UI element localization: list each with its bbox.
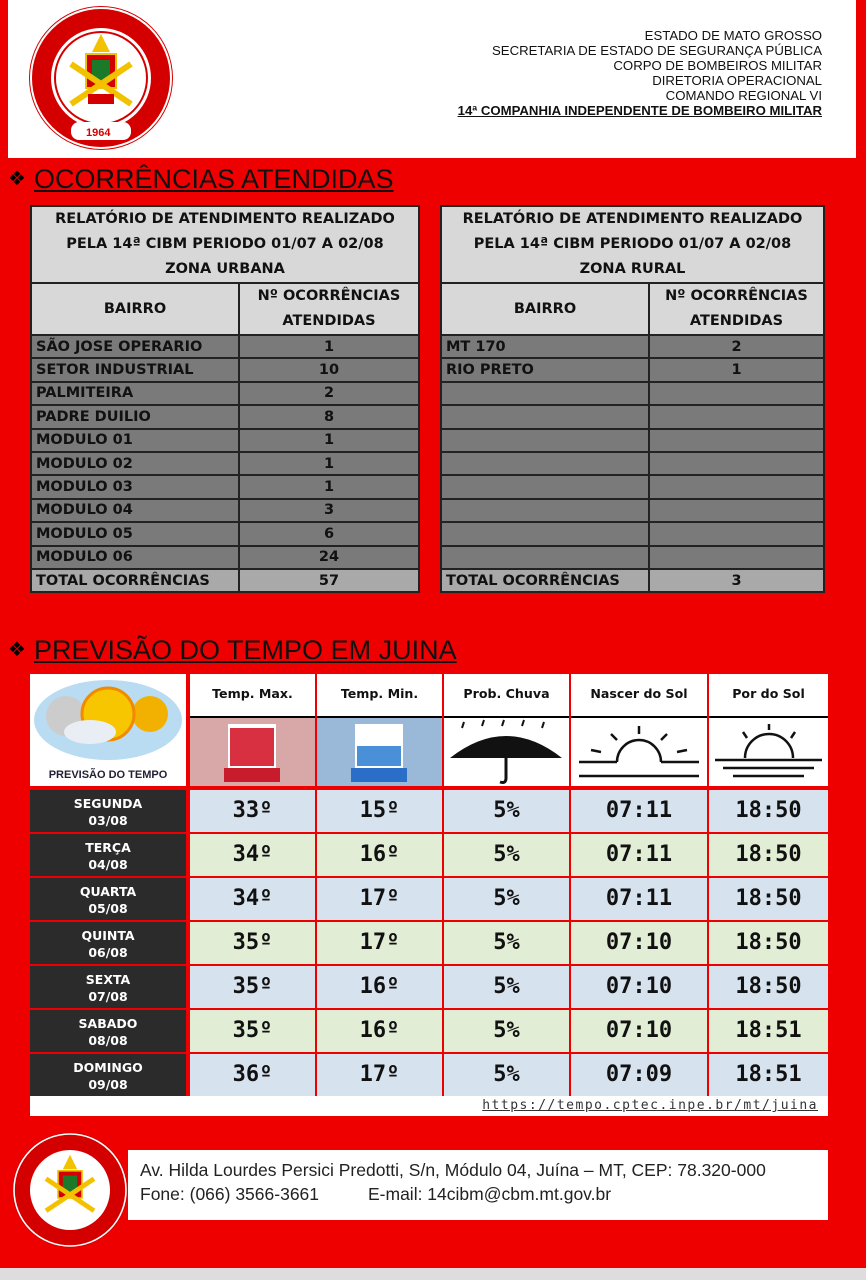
occurrence-count — [649, 452, 824, 475]
day-date: 05/08 — [88, 901, 128, 916]
day-date: 03/08 — [88, 813, 128, 828]
forecast-min-value: 17º — [317, 922, 442, 964]
rural-row — [441, 429, 824, 452]
header-line-2: SECRETARIA DE ESTADO DE SEGURANÇA PÚBLICA — [491, 43, 822, 58]
rural-row — [441, 475, 824, 498]
footer-email: E-mail: 14cibm@cbm.mt.gov.br — [368, 1184, 612, 1204]
urban-row — [31, 405, 419, 428]
occurrence-count: 1 — [649, 358, 824, 381]
occurrence-count: 6 — [239, 522, 419, 545]
forecast-sunrise-value: 07:11 — [571, 790, 707, 832]
forecast-rain-value: 5% — [444, 878, 569, 920]
forecast-sunrise-value: 07:11 — [571, 834, 707, 876]
forecast-sunrise-value: 07:10 — [571, 922, 707, 964]
forecast-rain-value: 5% — [444, 966, 569, 1008]
day-date: 06/08 — [88, 945, 128, 960]
neighborhood-name — [441, 429, 649, 452]
rural-row — [441, 405, 824, 428]
neighborhood-name: PADRE DUILIO — [31, 405, 239, 428]
header-company: 14ª COMPANHIA INDEPENDENTE DE BOMBEIRO MILITAR — [457, 103, 822, 118]
forecast-min-value: 15º — [317, 790, 442, 832]
neighborhood-name: MODULO 01 — [31, 429, 239, 452]
occurrence-count: 3 — [239, 499, 419, 522]
neighborhood-name: MODULO 03 — [31, 475, 239, 498]
neighborhood-name: MODULO 06 — [31, 546, 239, 569]
urban-total-label: TOTAL OCORRÊNCIAS — [31, 569, 239, 592]
sunset-icon — [709, 718, 828, 786]
day-date: 08/08 — [88, 1033, 128, 1048]
forecast-day-label — [30, 922, 186, 964]
rural-row — [441, 522, 824, 545]
occurrence-count — [649, 382, 824, 405]
urban-col-neighborhood: BAIRRO — [31, 283, 239, 335]
footer-address: Av. Hilda Lourdes Persici Predotti, S/n, Módulo 04, Juína – MT, CEP: 78.320-000 — [140, 1160, 766, 1180]
day-name: QUINTA — [81, 928, 135, 943]
urban-row — [31, 382, 419, 405]
rural-total-label: TOTAL OCORRÊNCIAS — [441, 569, 649, 592]
forecast-rain-value: 5% — [444, 922, 569, 964]
urban-row — [31, 335, 419, 358]
occurrence-count: 8 — [239, 405, 419, 428]
urban-col-count: Nº OCORRÊNCIAS ATENDIDAS — [239, 283, 419, 335]
forecast-day-label — [30, 878, 186, 920]
rural-col-neighborhood: BAIRRO — [441, 283, 649, 335]
neighborhood-name: SÃO JOSE OPERARIO — [31, 335, 239, 358]
forecast-sunset-value: 18:50 — [709, 834, 828, 876]
forecast-min-value: 17º — [317, 1054, 442, 1096]
rural-occurrences-table — [440, 205, 825, 593]
forecast-min-value: 16º — [317, 966, 442, 1008]
sunrise-icon — [571, 718, 707, 786]
urban-row — [31, 358, 419, 381]
forecast-max-value: 35º — [190, 966, 315, 1008]
urban-row — [31, 429, 419, 452]
day-date: 07/08 — [88, 989, 128, 1004]
forecast-col-header: Nascer do Sol — [571, 674, 707, 718]
emblem-year: 1964 — [86, 127, 111, 139]
forecast-sunset-value: 18:50 — [709, 790, 828, 832]
occurrence-count: 10 — [239, 358, 419, 381]
forecast-rain-value: 5% — [444, 834, 569, 876]
occurrence-count — [649, 475, 824, 498]
forecast-day-label — [30, 834, 186, 876]
rural-row — [441, 499, 824, 522]
urban-row — [31, 475, 419, 498]
fire-brigade-emblem-footer-icon — [10, 1130, 130, 1250]
neighborhood-name: RIO PRETO — [441, 358, 649, 381]
urban-row — [31, 452, 419, 475]
occurrence-count: 1 — [239, 335, 419, 358]
forecast-col-header: Temp. Min. — [317, 674, 442, 718]
occurrence-count — [649, 522, 824, 545]
day-name: SEXTA — [85, 972, 131, 987]
urban-total-value: 57 — [239, 569, 419, 592]
forecast-min-value: 16º — [317, 834, 442, 876]
forecast-sunset-value: 18:51 — [709, 1054, 828, 1096]
forecast-rain-value: 5% — [444, 1010, 569, 1052]
occurrence-count: 24 — [239, 546, 419, 569]
urban-table-title: RELATÓRIO DE ATENDIMENTO REALIZADO PELA 14ª CIBM PERIODO 01/07 A 02/08 ZONA URBANA — [31, 206, 419, 283]
rural-row — [441, 335, 824, 358]
forecast-sunrise-value: 07:09 — [571, 1054, 707, 1096]
thermometer-hot-icon — [190, 718, 315, 786]
header-line-1: ESTADO DE MATO GROSSO — [644, 28, 822, 43]
forecast-icon-caption: PREVISÃO DO TEMPO — [48, 769, 168, 781]
forecast-col-header: Temp. Max. — [190, 674, 315, 718]
neighborhood-name: SETOR INDUSTRIAL — [31, 358, 239, 381]
forecast-day-label — [30, 1054, 186, 1096]
rural-row — [441, 452, 824, 475]
header-line-4: DIRETORIA OPERACIONAL — [652, 73, 822, 88]
neighborhood-name — [441, 499, 649, 522]
forecast-sunset-value: 18:50 — [709, 878, 828, 920]
forecast-max-value: 35º — [190, 1010, 315, 1052]
forecast-sunset-value: 18:50 — [709, 966, 828, 1008]
forecast-day-label — [30, 790, 186, 832]
forecast-col-header: Prob. Chuva — [444, 674, 569, 718]
diamond-bullet-icon: ❖ — [8, 168, 26, 190]
rural-col-count: Nº OCORRÊNCIAS ATENDIDAS — [649, 283, 824, 335]
urban-row — [31, 522, 419, 545]
occurrence-count: 1 — [239, 475, 419, 498]
forecast-max-value: 33º — [190, 790, 315, 832]
day-name: DOMINGO — [73, 1060, 143, 1075]
neighborhood-name: MODULO 02 — [31, 452, 239, 475]
occurrence-count: 1 — [239, 452, 419, 475]
day-name: SEGUNDA — [73, 796, 143, 811]
occurrence-count — [649, 499, 824, 522]
thermometer-cold-icon — [317, 718, 442, 786]
forecast-rain-value: 5% — [444, 1054, 569, 1096]
rural-total-value: 3 — [649, 569, 824, 592]
footer-phone: Fone: (066) 3566-3661 — [140, 1184, 320, 1204]
section-title-forecast: ❖ PREVISÃO DO TEMPO EM JUINA — [8, 635, 457, 665]
header-line-5: COMANDO REGIONAL VI — [665, 88, 822, 103]
neighborhood-name: MT 170 — [441, 335, 649, 358]
source-link[interactable]: https://tempo.cptec.inpe.br/mt/juina — [30, 1096, 828, 1116]
rural-row — [441, 358, 824, 381]
forecast-icon-cell — [30, 674, 186, 786]
forecast-max-value: 35º — [190, 922, 315, 964]
forecast-max-value: 36º — [190, 1054, 315, 1096]
forecast-day-label — [30, 1010, 186, 1052]
rural-row — [441, 546, 824, 569]
rural-row — [441, 382, 824, 405]
forecast-sunset-value: 18:50 — [709, 922, 828, 964]
occurrence-count: 1 — [239, 429, 419, 452]
day-name: TERÇA — [85, 840, 131, 855]
neighborhood-name — [441, 546, 649, 569]
neighborhood-name — [441, 452, 649, 475]
forecast-sunset-value: 18:51 — [709, 1010, 828, 1052]
neighborhood-name — [441, 382, 649, 405]
neighborhood-name — [441, 405, 649, 428]
forecast-sunrise-value: 07:11 — [571, 878, 707, 920]
forecast-sunrise-value: 07:10 — [571, 966, 707, 1008]
urban-row — [31, 499, 419, 522]
forecast-rain-value: 5% — [444, 790, 569, 832]
forecast-max-value: 34º — [190, 834, 315, 876]
occurrence-count: 2 — [239, 382, 419, 405]
sun-cloud-icon — [30, 674, 186, 764]
occurrence-count: 2 — [649, 335, 824, 358]
forecast-min-value: 17º — [317, 878, 442, 920]
occurrence-count — [649, 546, 824, 569]
day-date: 04/08 — [88, 857, 128, 872]
section-title-occurrences: ❖ OCORRÊNCIAS ATENDIDAS — [8, 164, 394, 194]
neighborhood-name: PALMITEIRA — [31, 382, 239, 405]
forecast-sunrise-value: 07:10 — [571, 1010, 707, 1052]
neighborhood-name — [441, 475, 649, 498]
occurrence-count — [649, 405, 824, 428]
forecast-col-header: Por do Sol — [709, 674, 828, 718]
weather-forecast-table — [30, 674, 828, 1118]
forecast-max-value: 34º — [190, 878, 315, 920]
diamond-bullet-icon: ❖ — [8, 639, 26, 661]
forecast-min-value: 16º — [317, 1010, 442, 1052]
rural-table-title: RELATÓRIO DE ATENDIMENTO REALIZADO PELA 14ª CIBM PERIODO 01/07 A 02/08 ZONA RURAL — [441, 206, 824, 283]
urban-row — [31, 546, 419, 569]
bottom-bar — [0, 1268, 866, 1280]
umbrella-rain-icon — [444, 718, 569, 786]
day-name: QUARTA — [79, 884, 137, 899]
neighborhood-name: MODULO 04 — [31, 499, 239, 522]
urban-occurrences-table — [30, 205, 420, 593]
neighborhood-name: MODULO 05 — [31, 522, 239, 545]
header-institution — [458, 28, 822, 118]
neighborhood-name — [441, 522, 649, 545]
forecast-day-label — [30, 966, 186, 1008]
day-date: 09/08 — [88, 1077, 128, 1092]
day-name: SABADO — [78, 1016, 138, 1031]
occurrence-count — [649, 429, 824, 452]
header-line-3: CORPO DE BOMBEIROS MILITAR — [613, 58, 822, 73]
